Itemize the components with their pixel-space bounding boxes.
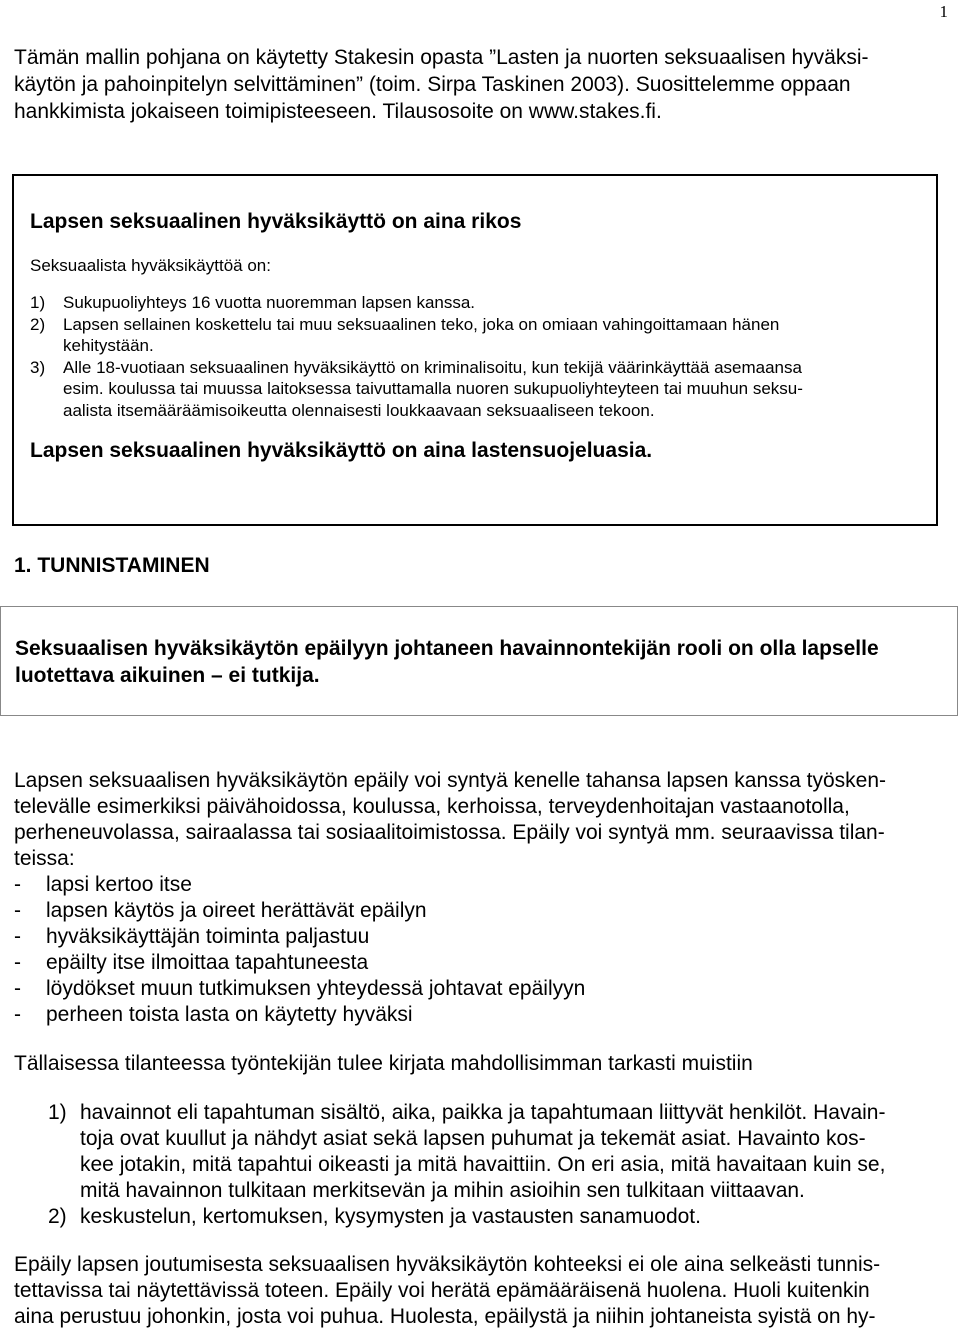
dash-marker: - [14,951,21,974]
body-line: aina perustuu johonkin, josta voi puhua. Huolesta, epäilystä ja niihin johtaneista syistä on hy- [14,1305,876,1328]
body-line: Lapsen seksuaalisen hyväksikäytön epäily voi syntyä kenelle tahansa lapsen kanssa työsken- [14,769,887,792]
list-item [14,924,944,950]
page-number: 1 [939,2,948,21]
list-text: Alle 18-vuotiaan seksuaalinen hyväksikäyttö on kriminalisoitu, kun tekijä väärinkäyttää asemaansa [63,357,802,377]
situation-list [14,872,944,1028]
body-text [14,768,944,1330]
intro-line: käytön ja pahoinpitelyn selvittäminen” (toim. Sirpa Taskinen 2003). Suosittelemme oppaan [14,73,851,96]
list-text: aalista itsemääräämisoikeutta olennaisesti loukkaavaan seksuaaliseen tekoon. [63,400,655,420]
list-text: kee jotakin, mitä tapahtui oikeasti ja mitä havaittiin. On eri asia, mitä havaitaan kuin se, [80,1153,886,1176]
list-number: 2) [30,314,46,334]
body-paragraph: Tällaisessa tilanteessa työntekijän tulee kirjata mahdollisimman tarkasti muistiin [14,1052,753,1075]
dash-marker: - [14,873,21,896]
body-line: perheneuvolassa, sairaalassa tai sosiaalitoimistossa. Epäily voi syntyä mm. seuraavissa tilan- [14,821,885,844]
box-list-item [30,314,918,357]
box-list-item [30,292,918,314]
list-number: 1) [30,293,46,312]
highlight-line: Seksuaalisen hyväksikäytön epäilyyn johtaneen havainnontekijän rooli on olla lapselle [15,637,879,660]
list-text: toja ovat kuullut ja nähdyt asiat sekä lapsen puhumat ja tekemät asiat. Havainto kos- [80,1127,866,1150]
dash-marker: - [14,1003,21,1026]
list-item-text: hyväksikäyttäjän toiminta paljastuu [46,925,370,948]
body-line: teissa: [14,847,75,870]
list-item [14,1204,944,1230]
list-text: keskustelun, kertomuksen, kysymysten ja vastausten sanamuodot. [80,1205,701,1228]
list-number: 3) [30,357,46,377]
intro-line: hankkimista jokaiseen toimipisteeseen. Tilausosoite on www.stakes.fi. [14,100,662,123]
dash-marker: - [14,899,21,922]
list-item-text: lapsen käytös ja oireet herättävät epäilyn [46,899,427,922]
box-footer: Lapsen seksuaalinen hyväksikäyttö on aina lastensuojeluasia. [30,439,653,462]
info-box [12,174,938,526]
list-number: 2) [48,1205,67,1228]
list-item [14,976,944,1002]
dash-marker: - [14,925,21,948]
record-list [14,1100,944,1230]
body-line: Epäily lapsen joutumisesta seksuaalisen hyväksikäytön kohteeksi ei ole aina selkeästi tunnis- [14,1253,881,1276]
body-line: televälle esimerkiksi päivähoidossa, koulussa, kerhoissa, terveydenhoitajan vastaanotolla, [14,795,850,818]
list-item [14,872,944,898]
list-text: esim. koulussa tai muussa laitoksessa taivuttamalla nuoren sukupuoliyhteyteen tai muuhun seksu- [63,379,803,398]
intro-paragraph [14,44,934,125]
intro-line: Tämän mallin pohjana on käytetty Stakesin opasta ”Lasten ja nuorten seksuaalisen hyväksi- [14,46,869,69]
list-item [14,898,944,924]
highlight-line: luotettava aikuinen – ei tutkija. [15,664,320,687]
box-subtitle: Seksuaalista hyväksikäyttöä on: [30,256,271,275]
section-heading: 1. TUNNISTAMINEN [14,554,210,577]
list-text: kehitystään. [63,336,154,355]
list-item-text: lapsi kertoo itse [46,873,192,896]
list-text: mitä havainnon tulkitaan merkitsevän ja mihin asioihin sen tulkitaan viittaavan. [80,1179,805,1202]
body-line: tettavissa tai näytettävissä toteen. Epäily voi herätä epämääräisenä huolena. Huoli kuitenkin [14,1279,870,1302]
list-item-text: löydökset muun tutkimuksen yhteydessä johtavat epäilyyn [46,977,586,1000]
list-item [14,950,944,976]
list-item [14,1002,944,1028]
list-text: Sukupuoliyhteys 16 vuotta nuoremman lapsen kanssa. [63,293,476,312]
box-list [30,292,918,421]
box-title: Lapsen seksuaalinen hyväksikäyttö on aina rikos [30,210,522,233]
list-item-text: perheen toista lasta on käytetty hyväksi [46,1003,413,1026]
box-list-item [30,357,918,422]
list-item-text: epäilty itse ilmoittaa tapahtuneesta [46,951,369,974]
list-text: Lapsen sellainen koskettelu tai muu seksuaalinen teko, joka on omiaan vahingoittamaan hänen [63,314,780,334]
dash-marker: - [14,977,21,1000]
list-number: 1) [48,1101,67,1124]
highlight-box [0,606,958,716]
list-item [14,1100,944,1204]
list-text: havainnot eli tapahtuman sisältö, aika, paikka ja tapahtumaan liittyvät henkilöt. Havain- [80,1101,886,1124]
